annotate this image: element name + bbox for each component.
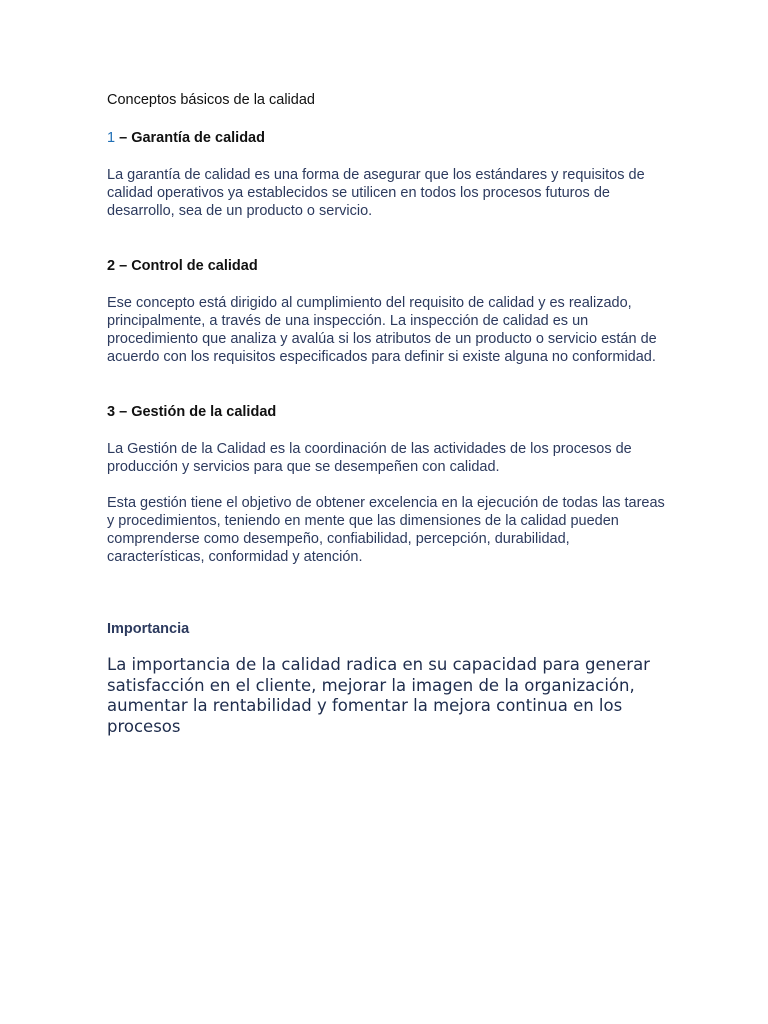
document-page — [107, 91, 667, 738]
section-heading-1 — [107, 129, 667, 147]
section-heading-2-label: – Control de calidad — [115, 258, 258, 274]
section-number-3: 3 — [107, 404, 116, 420]
section-number-1: 1 — [107, 130, 116, 146]
importance-heading: Importancia — [107, 621, 190, 637]
document-title: Conceptos básicos de la calidad — [107, 92, 315, 108]
section-heading-2 — [107, 257, 667, 275]
section-2-paragraph: Ese concepto está dirigido al cumplimiento del requisito de calidad y es realizado, principalmente, a través de una inspección. La inspección de calidad es un procedimiento que analiza y avalúa si los atributos de un producto o servicio están de acuerdo con los requisitos especificados para definir si existe alguna no conformidad. — [107, 295, 657, 365]
section-number-2: 2 — [107, 258, 116, 274]
section-3-paragraph-2: Esta gestión tiene el objetivo de obtener excelencia en la ejecución de todas las tareas y procedimientos, teniendo en mente que las dimensiones de la calidad pueden comprenderse como desempeño, confiabilidad, percepción, durabilidad, características, conformidad y atención. — [107, 495, 665, 565]
section-3-paragraph-1: La Gestión de la Calidad es la coordinación de las actividades de los procesos de producción y servicios para que se desempeñen con calidad. — [107, 441, 632, 475]
importance-text: La importancia de la calidad radica en su capacidad para generar satisfacción en el cliente, mejorar la imagen de la organización, aumentar la rentabilidad y fomentar la mejora continua en los procesos — [107, 655, 650, 737]
section-heading-1-label: – Garantía de calidad — [115, 130, 265, 146]
section-heading-3 — [107, 403, 667, 421]
section-heading-3-label: – Gestión de la calidad — [115, 404, 277, 420]
section-1-paragraph: La garantía de calidad es una forma de asegurar que los estándares y requisitos de calidad operativos ya establecidos se utilicen en todos los procesos futuros de desarrollo, sea de un producto o servicio. — [107, 167, 645, 219]
